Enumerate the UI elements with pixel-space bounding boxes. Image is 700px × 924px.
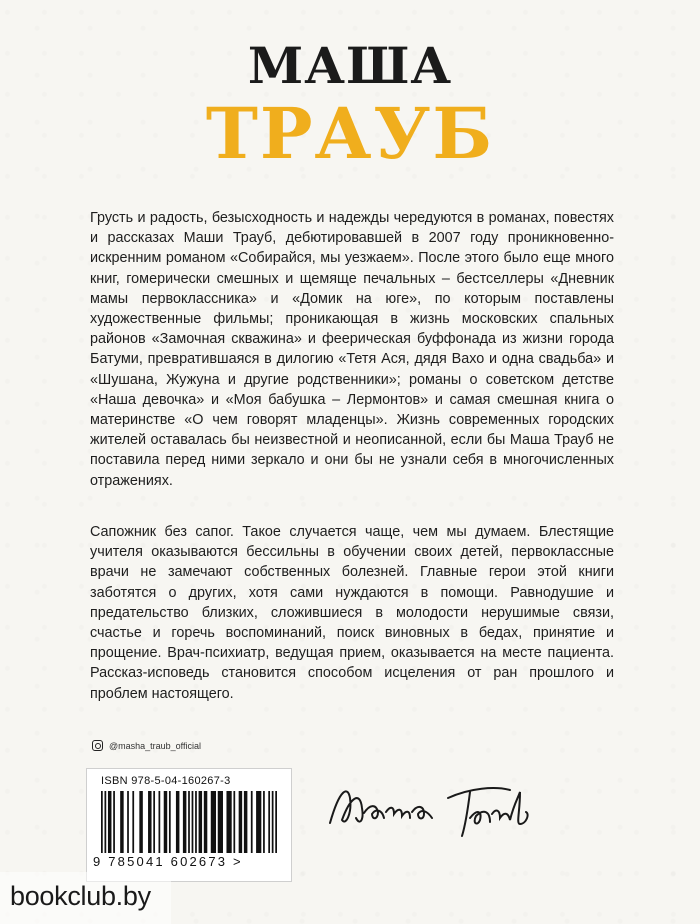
barcode-bar <box>148 791 151 853</box>
blurb-paragraph-2: Сапожник без сапог. Такое случается чаще, чем мы думаем. Блестящие учителя оказываются бессильны в обучении своих детей, первоклассные врачи не замечают собственных болезней. Главные герои этой книги заботятся о других, хотя сами нуждаются в помощи. Равнодушие и предательство близких, сложившиеся в молодости нерушимые связи, счастье и горечь воспоминаний, поиск виновных в бедах, принятие и прощение. Врач-психиатр, ведущая прием, оказывается на месте пациента. Рассказ-исповедь становится способом исцеления от ран прошлого и проблем настоящего. <box>90 524 614 702</box>
barcode-box <box>86 768 292 882</box>
barcode-bar <box>192 791 194 853</box>
barcode-bar <box>101 791 103 853</box>
barcode-bar <box>176 791 179 853</box>
author-last-name: ТРАУБ <box>205 92 495 175</box>
barcode-bar <box>218 791 223 853</box>
barcode-bar <box>272 791 274 853</box>
barcode-bar <box>226 791 231 853</box>
barcode-bar <box>211 791 216 853</box>
barcode-bar <box>169 791 171 853</box>
isbn-label: ISBN 978-5-04-160267-3 <box>101 775 231 787</box>
author-first-name: МАША <box>247 36 453 95</box>
instagram-handle[interactable] <box>92 740 201 751</box>
author-signature <box>320 768 560 848</box>
barcode-bar <box>108 791 111 853</box>
barcode-bar <box>263 791 265 853</box>
barcode-bar <box>256 791 261 853</box>
watermark-text: bookclub.by <box>10 881 151 911</box>
barcode-bar <box>204 791 207 853</box>
barcode-bar <box>239 791 242 853</box>
barcode-bar <box>159 791 161 853</box>
barcode-bar <box>104 791 106 853</box>
barcode-bar <box>251 791 253 853</box>
barcode-bar <box>233 791 235 853</box>
barcode-bar <box>153 791 155 853</box>
barcode-bar <box>127 791 129 853</box>
barcode-digits: 9 785041 602673 > <box>93 854 243 869</box>
barcode-bar <box>188 791 190 853</box>
blurb-paragraph-1: Грусть и радость, безысходность и надежды чередуются в романах, повестях и рассказах Маши Трауб, дебютировавшей в 2007 году проникновенно-искренним романом «Собирайся, мы уезжаем». После этого было еще много книг, гомерически смешных и щемяще печальных – бестселлеры «Дневник мамы первоклассника» и «Домик на юге», по которым поставлены художественные фильмы; проникающая в жизнь московских спальных районов «Замочная скважина» и феерическая буффонада из жизни города Батуми, превратившаяся в дилогию «Тетя Ася, дядя Вахо и одна свадьба» и «Шушана, Жужуна и другие родственники»; романы о советском детстве «Наша девочка» и «Моя бабушка – Лермонтов» и самая смешная книга о материнстве «О чем говорят младенцы». Жизнь современных городских жителей оставалась бы неизвестной и неописанной, если бы Маша Трауб не поставила перед ними зеркало и они бы не узнали себя в многочисленных отражениях. <box>90 210 614 489</box>
barcode-bar <box>120 791 123 853</box>
barcode-bars <box>101 791 277 853</box>
barcode-bar <box>183 791 186 853</box>
barcode-bar <box>199 791 202 853</box>
barcode-bar <box>195 791 197 853</box>
instagram-handle-text: @masha_traub_official <box>109 740 202 751</box>
barcode-bar <box>132 791 134 853</box>
watermark[interactable] <box>0 872 171 924</box>
barcode-bar <box>244 791 247 853</box>
barcode-bar <box>113 791 115 853</box>
barcode-bar <box>268 791 270 853</box>
barcode-bar <box>164 791 167 853</box>
barcode-bar <box>275 791 277 853</box>
barcode-bar <box>139 791 142 853</box>
instagram-icon <box>92 740 103 751</box>
